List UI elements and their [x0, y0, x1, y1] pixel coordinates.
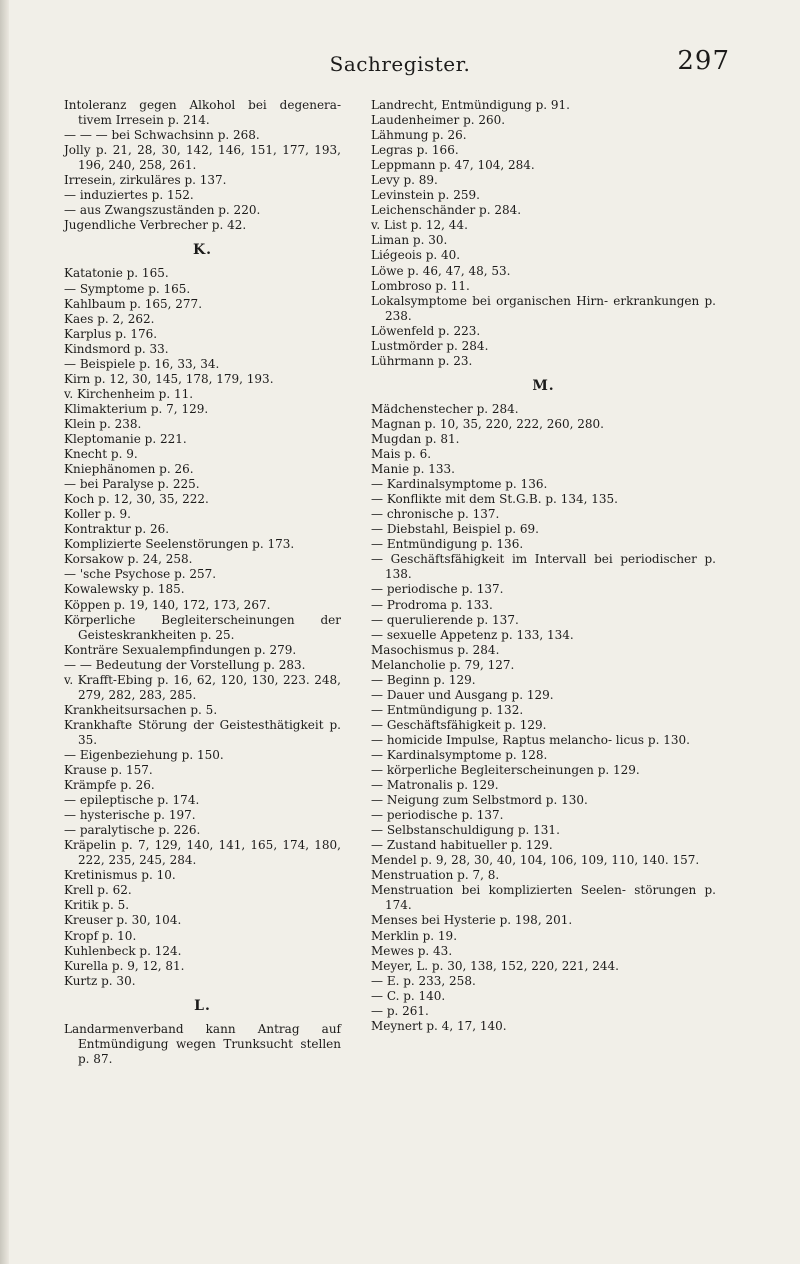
index-entry: Krankhafte Störung der Geistesthätigkeit p. 35.: [64, 717, 341, 747]
index-entry: Knecht p. 9.: [64, 447, 138, 462]
index-entry: Kontraktur p. 26.: [64, 522, 170, 537]
index-entry: Koch p. 12, 30, 35, 222.: [64, 492, 209, 507]
page-edge-shadow: [0, 0, 9, 1264]
index-entry: — Neigung zum Selbstmord p. 130.: [371, 793, 588, 808]
index-entry: Komplizierte Seelenstörungen p. 173.: [64, 537, 295, 552]
index-entry: Leppmann p. 47, 104, 284.: [371, 158, 535, 173]
entries-block-l-continued: [371, 98, 716, 369]
index-entry: — Zustand habitueller p. 129.: [371, 838, 553, 853]
index-entry: Kindsmord p. 33.: [64, 341, 169, 356]
entries-block-l: [64, 1022, 341, 1067]
index-entry: — Symptome p. 165.: [64, 281, 191, 296]
index-entry: Löwe p. 46, 47, 48, 53.: [371, 263, 511, 278]
index-entry: Krämpfe p. 26.: [64, 778, 155, 793]
index-entry: Leichenschänder p. 284.: [371, 203, 522, 218]
index-entry: — Konflikte mit dem St.G.B. p. 134, 135.: [371, 492, 618, 507]
index-entry: Kurella p. 9, 12, 81.: [64, 958, 185, 973]
entries-block-i-j: [64, 98, 341, 233]
index-entry: Kaes p. 2, 262.: [64, 311, 155, 326]
index-entry: Koller p. 9.: [64, 507, 131, 522]
index-entry: Meynert p. 4, 17, 140.: [371, 1018, 507, 1033]
index-entry: — körperliche Begleiterscheinungen p. 129.: [371, 763, 640, 778]
index-entry: — Entmündigung p. 136.: [371, 537, 524, 552]
index-entry: Konträre Sexualempfindungen p. 279.: [64, 642, 297, 657]
page-title: Sachregister.: [329, 52, 471, 76]
index-entry: Mugdan p. 81.: [371, 431, 460, 446]
index-entry: — bei Paralyse p. 225.: [64, 477, 200, 492]
index-entry: Intoleranz gegen Alkohol bei degenera- tivem Irresein p. 214.: [64, 98, 341, 128]
index-entry: Menstruation p. 7, 8.: [371, 868, 500, 883]
index-entry: — p. 261.: [371, 1003, 429, 1018]
index-entry: — periodische p. 137.: [371, 582, 504, 597]
index-entry: — induziertes p. 152.: [64, 188, 194, 203]
index-entry: Liman p. 30.: [371, 233, 448, 248]
index-entry: Masochismus p. 284.: [371, 642, 500, 657]
left-column: [64, 98, 341, 1067]
index-entry: — E. p. 233, 258.: [371, 973, 476, 988]
index-entry: v. Krafft-Ebing p. 16, 62, 120, 130, 223. 248, 279, 282, 283, 285.: [64, 672, 341, 702]
entries-block-m: [371, 402, 716, 1034]
index-entry: — epileptische p. 174.: [64, 793, 200, 808]
index-entry: Kreuser p. 30, 104.: [64, 913, 182, 928]
index-entry: Krankheitsursachen p. 5.: [64, 702, 218, 717]
index-entry: Levy p. 89.: [371, 173, 438, 188]
index-entry: — aus Zwangszuständen p. 220.: [64, 203, 261, 218]
index-entry: — paralytische p. 226.: [64, 823, 201, 838]
section-letter-k: K.: [192, 242, 213, 259]
index-entry: Kräpelin p. 7, 129, 140, 141, 165, 174, 180, 222, 235, 245, 284.: [64, 838, 341, 868]
index-entry: Kritik p. 5.: [64, 898, 130, 913]
section-letter-l: L.: [194, 997, 211, 1014]
index-entry: Laudenheimer p. 260.: [371, 113, 506, 128]
index-entry: Lührmann p. 23.: [371, 353, 473, 368]
entries-block-k: [64, 266, 341, 988]
index-entry: Klimakterium p. 7, 129.: [64, 401, 209, 416]
index-entry: Liégeois p. 40.: [371, 248, 461, 263]
index-entry: Kuhlenbeck p. 124.: [64, 943, 182, 958]
index-entry: — Kardinalsymptome p. 128.: [371, 747, 548, 762]
index-entry: Klein p. 238.: [64, 416, 142, 431]
index-entry: Levinstein p. 259.: [371, 188, 480, 203]
page-number: 297: [677, 46, 730, 76]
index-entry: — Eigenbeziehung p. 150.: [64, 747, 224, 762]
index-entry: Krell p. 62.: [64, 883, 132, 898]
index-entry: — C. p. 140.: [371, 988, 446, 1003]
index-entry: Manie p. 133.: [371, 462, 455, 477]
index-entry: — Beginn p. 129.: [371, 672, 476, 687]
index-entry: — querulierende p. 137.: [371, 612, 519, 627]
index-entry: Kniephänomen p. 26.: [64, 462, 194, 477]
index-entry: — Dauer und Ausgang p. 129.: [371, 687, 554, 702]
index-entry: — Matronalis p. 129.: [371, 778, 499, 793]
index-entry: Kleptomanie p. 221.: [64, 431, 187, 446]
index-entry: Meyer, L. p. 30, 138, 152, 220, 221, 244.: [371, 958, 619, 973]
index-entry: Lustmörder p. 284.: [371, 338, 489, 353]
index-entry: — — — bei Schwachsinn p. 268.: [64, 128, 260, 143]
index-entry: — hysterische p. 197.: [64, 808, 196, 823]
index-entry: v. List p. 12, 44.: [371, 218, 468, 233]
index-entry: Irresein, zirkuläres p. 137.: [64, 173, 227, 188]
index-entry: — Entmündigung p. 132.: [371, 702, 524, 717]
index-entry: — Selbstanschuldigung p. 131.: [371, 823, 560, 838]
index-entry: Kowalewsky p. 185.: [64, 582, 185, 597]
index-entry: Lähmung p. 26.: [371, 128, 467, 143]
index-entry: Lokalsymptome bei organischen Hirn- erkrankungen p. 238.: [371, 293, 716, 323]
section-letter-m: M.: [532, 377, 555, 394]
index-entry: Merklin p. 19.: [371, 928, 458, 943]
index-entry: Lombroso p. 11.: [371, 278, 470, 293]
index-entry: — Kardinalsymptome p. 136.: [371, 477, 548, 492]
index-entry: Karplus p. 176.: [64, 326, 158, 341]
index-entry: Löwenfeld p. 223.: [371, 323, 481, 338]
index-entry: Legras p. 166.: [371, 143, 459, 158]
index-entry: Katatonie p. 165.: [64, 266, 169, 281]
index-entry: — sexuelle Appetenz p. 133, 134.: [371, 627, 574, 642]
index-entry: Kahlbaum p. 165, 277.: [64, 296, 203, 311]
index-entry: Magnan p. 10, 35, 220, 222, 260, 280.: [371, 416, 604, 431]
index-entry: Körperliche Begleiterscheinungen der Geisteskrankheiten p. 25.: [64, 612, 341, 642]
index-entry: Kurtz p. 30.: [64, 973, 136, 988]
index-entry: Mädchenstecher p. 284.: [371, 401, 519, 416]
index-entry: Mendel p. 9, 28, 30, 40, 104, 106, 109, 110, 140. 157.: [371, 853, 700, 868]
index-entry: Menstruation bei komplizierten Seelen- störungen p. 174.: [371, 883, 716, 913]
index-entry: — Geschäftsfähigkeit p. 129.: [371, 717, 547, 732]
index-entry: Kretinismus p. 10.: [64, 868, 176, 883]
index-entry: Krause p. 157.: [64, 763, 153, 778]
index-entry: — Prodroma p. 133.: [371, 597, 493, 612]
index-entry: Menses bei Hysterie p. 198, 201.: [371, 913, 573, 928]
index-entry: Landarmenverband kann Antrag auf Entmündigung wegen Trunksucht stellen p. 87.: [64, 1021, 341, 1066]
index-entry: Kirn p. 12, 30, 145, 178, 179, 193.: [64, 371, 274, 386]
index-entry: — periodische p. 137.: [371, 808, 504, 823]
index-entry: — Geschäftsfähigkeit im Intervall bei periodischer p. 138.: [371, 552, 716, 582]
index-entry: — chronische p. 137.: [371, 507, 500, 522]
page-header: [70, 44, 730, 84]
index-entry: Mais p. 6.: [371, 447, 432, 462]
index-entry: Melancholie p. 79, 127.: [371, 657, 515, 672]
index-entry: Köppen p. 19, 140, 172, 173, 267.: [64, 597, 271, 612]
index-entry: Kropf p. 10.: [64, 928, 137, 943]
index-entry: Korsakow p. 24, 258.: [64, 552, 193, 567]
index-entry: — Diebstahl, Beispiel p. 69.: [371, 522, 539, 537]
index-entry: — Beispiele p. 16, 33, 34.: [64, 356, 220, 371]
index-entry: Jugendliche Verbrecher p. 42.: [64, 218, 247, 233]
right-column: [371, 98, 716, 1034]
index-entry: Landrecht, Entmündigung p. 91.: [371, 98, 570, 112]
index-entry: — 'sche Psychose p. 257.: [64, 567, 217, 582]
index-entry: Jolly p. 21, 28, 30, 142, 146, 151, 177, 193, 196, 240, 258, 261.: [64, 143, 341, 173]
index-entry: v. Kirchenheim p. 11.: [64, 386, 194, 401]
index-entry: Mewes p. 43.: [371, 943, 453, 958]
index-entry: — homicide Impulse, Raptus melancho- licus p. 130.: [371, 732, 690, 747]
index-entry: — — Bedeutung der Vorstellung p. 283.: [64, 657, 306, 672]
